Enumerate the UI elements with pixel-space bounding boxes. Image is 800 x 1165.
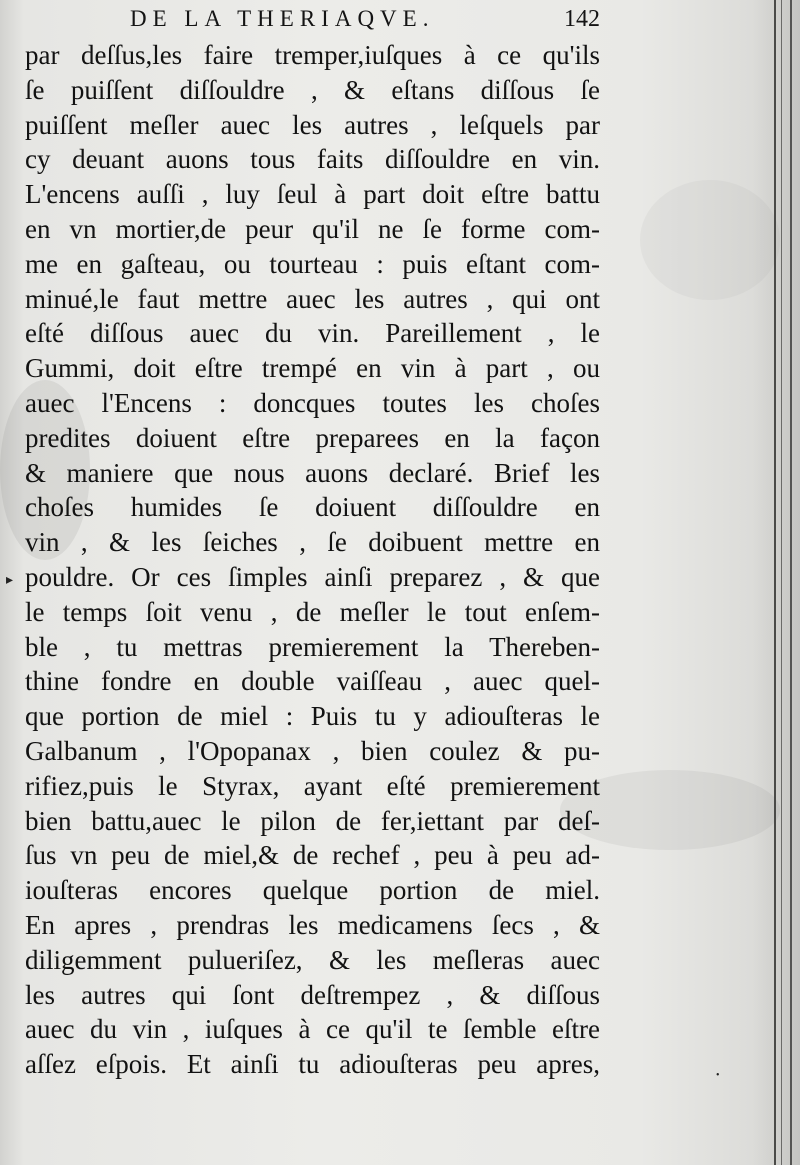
text-line: aſſez eſpois. Et ainſi tu adiouſteras peu apres, — [25, 1049, 600, 1080]
margin-speck: ▸ — [6, 573, 14, 588]
text-line: iouſteras encores quelque portion de miel. — [25, 875, 600, 906]
text-line: minué,le faut mettre auec les autres , qui ont — [25, 283, 600, 314]
text-line: en vn mortier,de peur qu'il ne ſe forme com- — [25, 213, 600, 244]
text-line: bien battu,auec le pilon de fer,iettant par deſ- — [25, 805, 600, 836]
text-line: ble , tu mettras premierement la Thereben- — [25, 631, 600, 662]
text-line: vin , & les ſeiches , ſe doibuent mettre en — [25, 527, 600, 558]
body-text — [25, 38, 600, 1082]
text-line: puiſſent meſler auec les autres , leſquels par — [25, 109, 600, 140]
text-line: L'encens auſſi , luy ſeul à part doit eſtre battu — [25, 179, 600, 210]
text-line: que portion de miel : Puis tu y adiouſteras le — [25, 701, 600, 732]
page-header — [130, 6, 600, 36]
text-line: predites doiuent eſtre preparees en la façon — [25, 422, 600, 453]
text-line: eſté diſſous auec du vin. Pareillement , le — [25, 318, 600, 349]
text-line: cy deuant auons tous faits diſſouldre en vin. — [25, 144, 600, 175]
text-line: auec l'Encens : doncques toutes les choſes — [25, 387, 600, 418]
text-line: rifiez,puis le Styrax, ayant eſté premierement — [25, 770, 600, 801]
text-line: pouldre. Or ces ſimples ainſi preparez , & que — [25, 561, 600, 592]
running-head: DE LA THERIAQVE. — [130, 6, 435, 31]
text-line: ſe puiſſent diſſouldre , & eſtans diſſous ſe — [25, 74, 600, 105]
text-line: ſus vn peu de miel,& de rechef , peu à peu ad- — [25, 840, 600, 871]
text-line: Galbanum , l'Opopanax , bien coulez & pu- — [25, 735, 600, 766]
page-edge-line — [790, 0, 792, 1165]
text-line: Gummi, doit eſtre trempé en vin à part , ou — [25, 353, 600, 384]
text-line: & maniere que nous auons declaré. Brief les — [25, 457, 600, 488]
margin-speck: • — [716, 1070, 720, 1081]
text-line: me en gaſteau, ou tourteau : puis eſtant com- — [25, 248, 600, 279]
text-line: les autres qui ſont deſtrempez , & diſſous — [25, 979, 600, 1010]
text-line: choſes humides ſe doiuent diſſouldre en — [25, 492, 600, 523]
text-line: auec du vin , iuſques à ce qu'il te ſemble eſtre — [25, 1014, 600, 1045]
text-line: le temps ſoit venu , de meſler le tout enſem- — [25, 596, 600, 627]
text-line: diligemment pulueriſez, & les meſleras auec — [25, 944, 600, 975]
text-line: En apres , prendras les medicamens ſecs , & — [25, 909, 600, 940]
text-line: par deſſus,les faire tremper,iuſques à ce qu'ils — [25, 40, 600, 70]
paper-stain — [640, 180, 780, 300]
page-number: 142 — [564, 6, 600, 32]
page-edge-line — [781, 0, 782, 1165]
page-edge-line — [774, 0, 776, 1165]
text-line: thine fondre en double vaiſſeau , auec quel- — [25, 666, 600, 697]
